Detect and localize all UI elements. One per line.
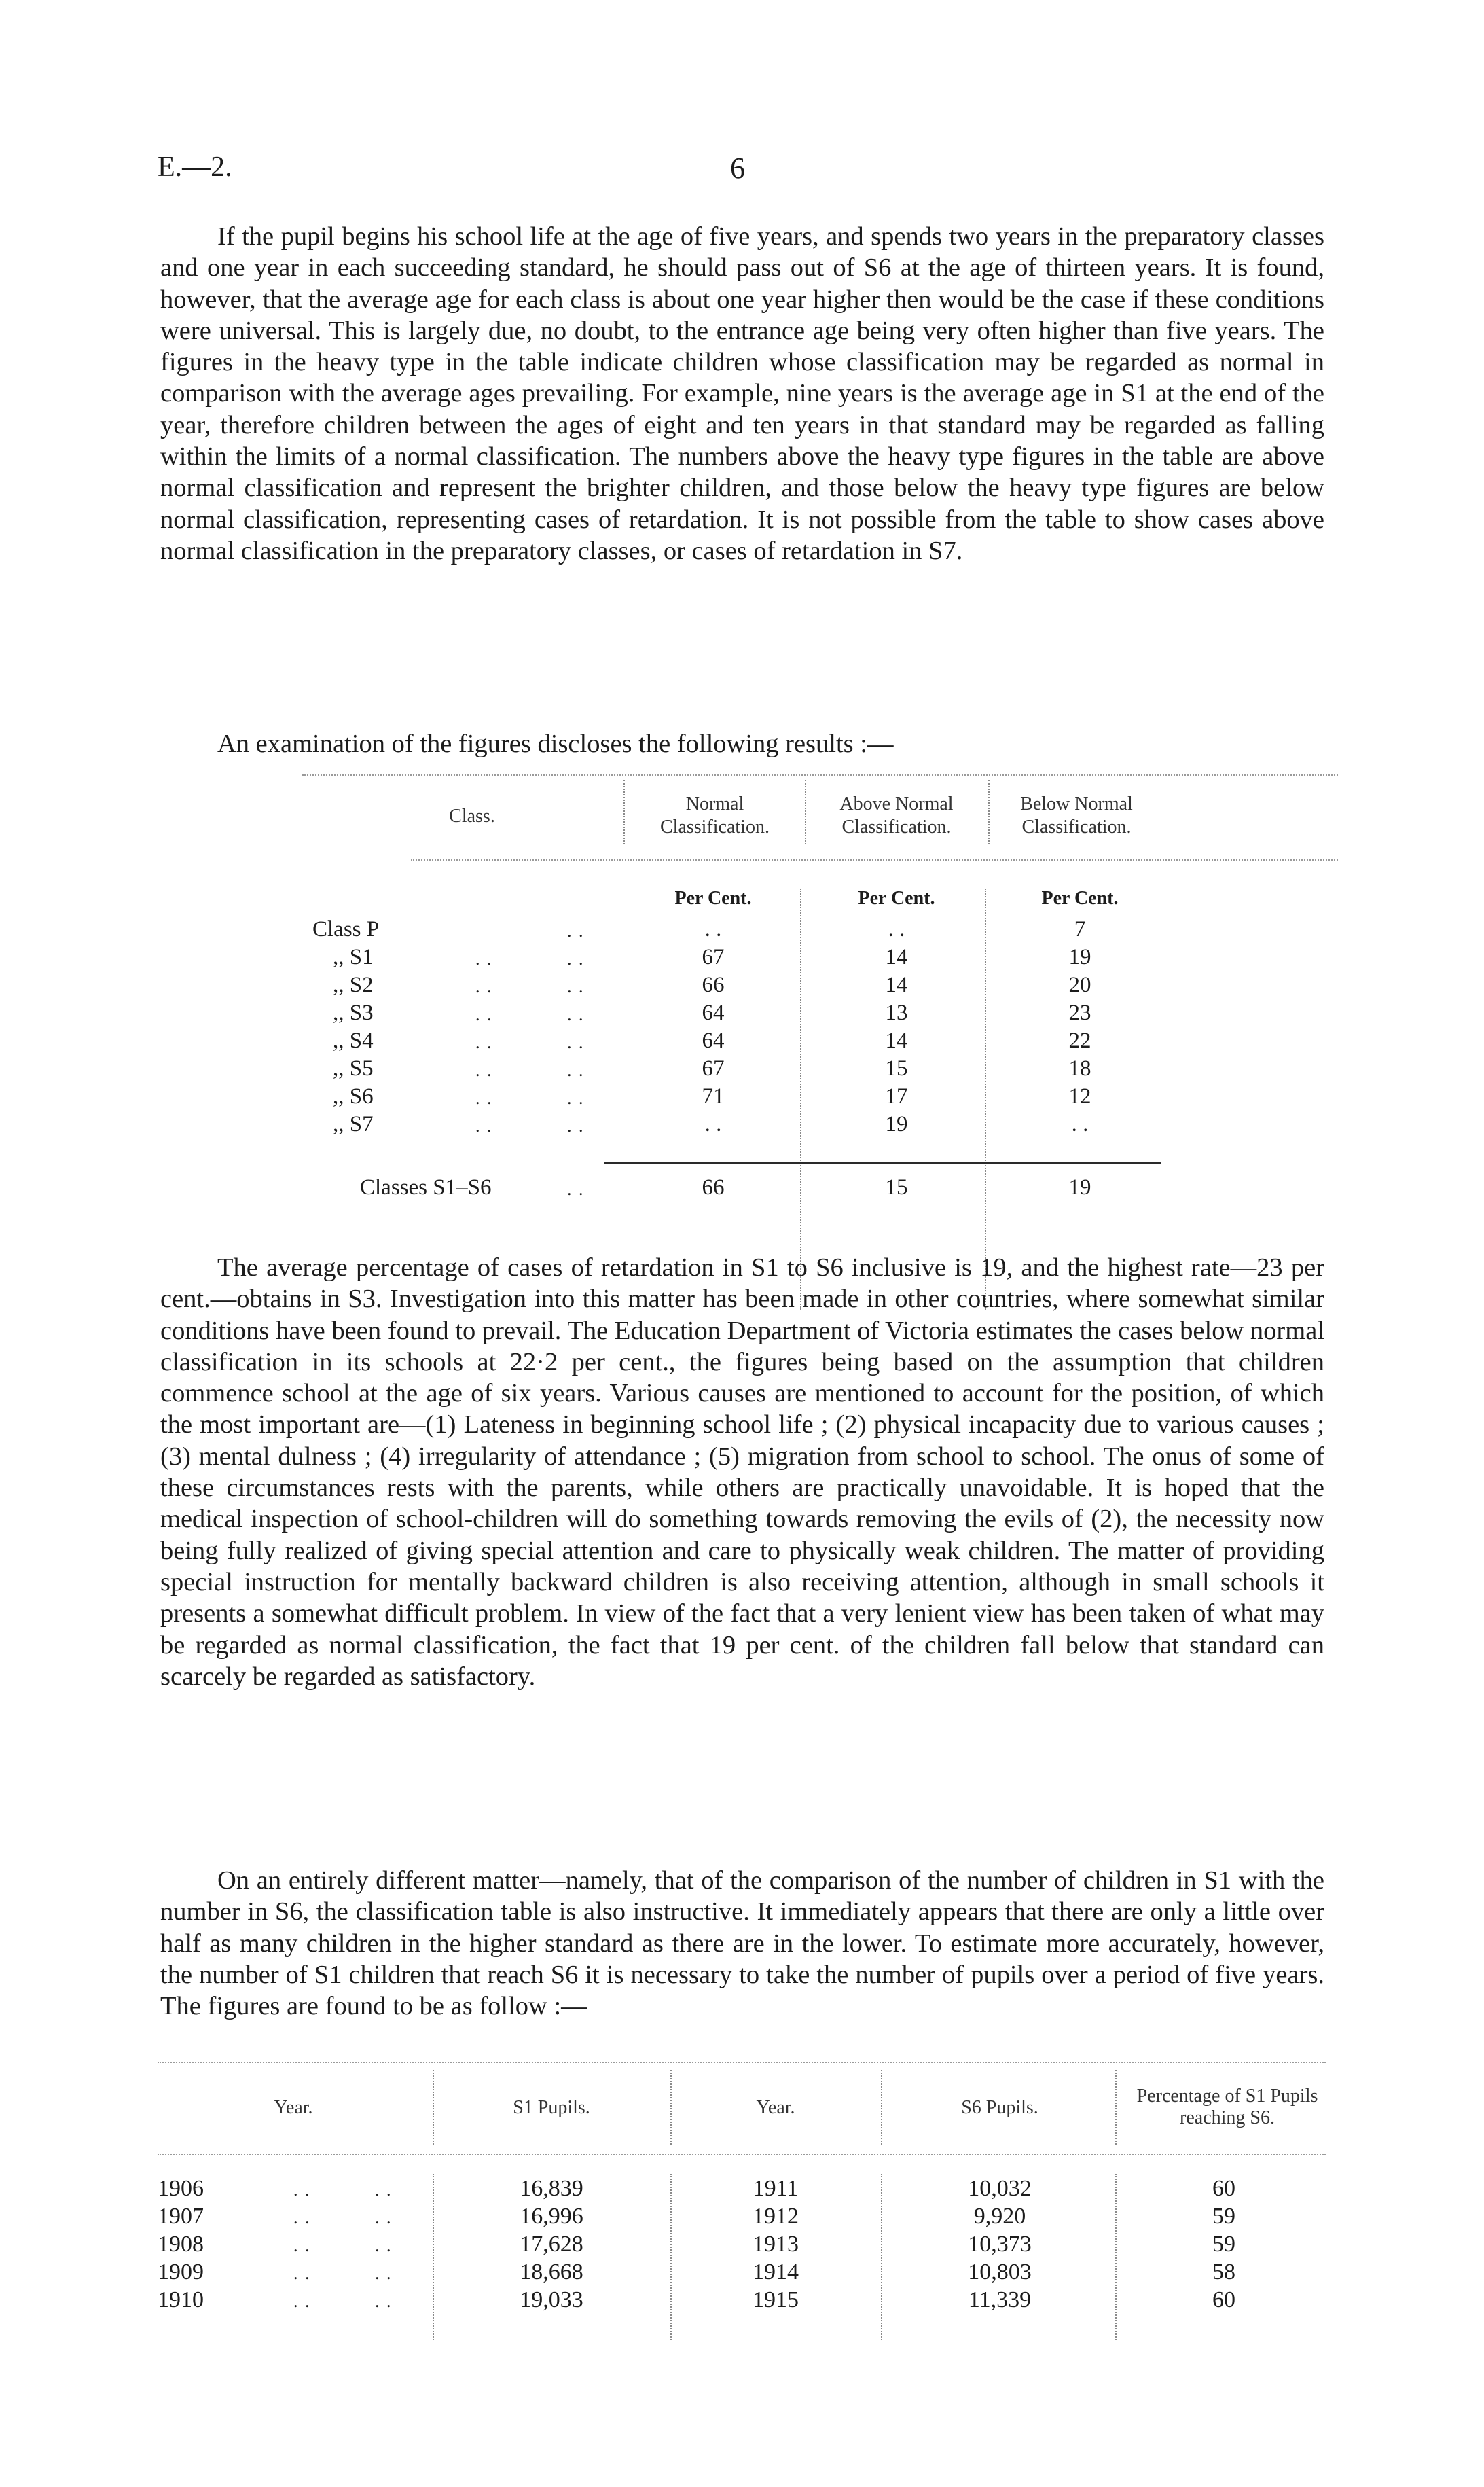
leader-dots: . . — [475, 949, 493, 969]
below-value: 23 — [1068, 1001, 1091, 1025]
percentage-cell: 59 — [1212, 2232, 1235, 2257]
above-value: 14 — [885, 945, 908, 969]
leader-dots: . . — [475, 1060, 493, 1080]
percentage-cell: 58 — [1212, 2259, 1235, 2285]
table-row — [158, 2232, 1326, 2259]
table-row — [302, 945, 1338, 973]
year-cell: 1908 — [158, 2232, 204, 2257]
normal-value: 67 — [702, 1056, 725, 1081]
table-row — [302, 917, 1338, 945]
year-cell: 1910 — [158, 2287, 204, 2312]
s1-pupils-cell: 16,839 — [520, 2176, 583, 2201]
leader-dots: . . — [375, 2180, 393, 2200]
normal-value: . . — [704, 917, 722, 942]
row-label: ,, S5 — [333, 1056, 374, 1081]
year-cell: 1909 — [158, 2259, 204, 2285]
table-row — [302, 973, 1338, 1001]
above-value: 14 — [885, 1028, 908, 1053]
leader-dots: . . — [567, 977, 585, 997]
table-row — [158, 2204, 1326, 2232]
leader-dots: . . — [567, 1116, 585, 1136]
s1-to-s6-table — [158, 2062, 1326, 2347]
column-divider — [881, 2070, 882, 2145]
above-value: 14 — [885, 973, 908, 997]
row-label: ,, S4 — [333, 1028, 374, 1053]
row-label: ,, S2 — [333, 973, 374, 997]
unit-below: Per Cent. — [1041, 888, 1119, 909]
column-divider — [433, 2070, 434, 2145]
leader-dots: . . — [375, 2236, 393, 2255]
header-class: Class. — [449, 806, 495, 827]
normal-value: 71 — [702, 1084, 725, 1109]
s1-pupils-cell: 19,033 — [520, 2287, 583, 2312]
table-row — [158, 2176, 1326, 2204]
below-value: 18 — [1068, 1056, 1091, 1081]
leader-dots: . . — [293, 2180, 311, 2200]
header-s1-pupils: S1 Pupils. — [513, 2097, 590, 2118]
leader-dots: . . — [475, 1088, 493, 1108]
leader-dots: . . — [567, 949, 585, 969]
leader-dots: . . — [475, 1033, 493, 1052]
column-divider — [623, 780, 625, 844]
leader-dots: . . — [475, 1116, 493, 1136]
normal-value: 64 — [702, 1028, 725, 1053]
s1-pupils-cell: 18,668 — [520, 2259, 583, 2285]
header-normal-classification: Normal Classification. — [660, 793, 770, 838]
table-row — [302, 1112, 1338, 1140]
column-divider — [670, 2070, 672, 2145]
document-reference: E.—2. — [158, 151, 232, 183]
above-value: 15 — [885, 1056, 908, 1081]
leader-dots: . . — [475, 977, 493, 997]
year-cell: 1907 — [158, 2204, 204, 2229]
header-year-later: Year. — [756, 2097, 795, 2118]
paragraph-classification-ages: If the pupil begins his school life at the age of five years, and spends two years in the preparatory classes and one year in each succeeding standard, he should pass out of S6 at the age of thirteen years. It is found, however, that the average age for each class is about one year higher then would be the case if these conditions were universal. This is largely due, no doubt, to the entrance age being very often higher than five years. The figures in the heavy type in the table indicate children whose classification may be regarded as normal in comparison with the average ages prevailing. For example, nine years is the average age in S1 at the end of the year, therefore children between the ages of eight and ten years in that standard may be regarded as falling within the limits of a normal classification. The numbers above the heavy type figures in the table are above normal classification and represent the brighter children, and those below the heavy type figures are below normal classification, representing cases of retardation. It is not possible from the table to show cases above normal classification in the preparatory classes, or cases of retardation in S7. — [160, 222, 1324, 565]
row-label: Class P — [312, 917, 380, 942]
percentage-cell: 59 — [1212, 2204, 1235, 2229]
later-year-cell: 1911 — [753, 2176, 799, 2201]
paragraph-s1-s6-comparison: On an entirely different matter—namely, that of the comparison of the number of children in S1 with the number in S6, the classification table is also instructive. It immediately appears that there are only a little over half as many children in the higher standard as there are in the lower. To estimate more accurately, however, the number of S1 children that reach S6 it is necessary to take the number of pupils over a period of five years. The figures are found to be as follow :— — [160, 1866, 1324, 2021]
total-rule — [604, 1162, 1161, 1164]
table-row — [302, 1001, 1338, 1028]
above-value: 19 — [885, 1112, 908, 1137]
below-value: 19 — [1068, 945, 1091, 969]
leader-dots: . . — [293, 2291, 311, 2311]
leader-dots: . . — [567, 921, 585, 941]
s6-pupils-cell: 10,373 — [968, 2232, 1032, 2257]
header-above-normal-classification: Above Normal Classification. — [839, 793, 954, 838]
header-rule — [158, 2154, 1326, 2155]
leader-dots: . . — [375, 2208, 393, 2227]
header-rule — [411, 859, 1338, 861]
below-value: 7 — [1074, 917, 1086, 942]
s1-pupils-cell: 17,628 — [520, 2232, 583, 2257]
row-label: ,, S6 — [333, 1084, 374, 1109]
leader-dots: . . — [375, 2264, 393, 2283]
normal-value: 64 — [702, 1001, 725, 1025]
later-year-cell: 1915 — [753, 2287, 799, 2312]
above-value: 17 — [885, 1084, 908, 1109]
later-year-cell: 1912 — [753, 2204, 799, 2229]
leader-dots: . . — [567, 1088, 585, 1108]
leader-dots: . . — [567, 1005, 585, 1024]
leader-dots: . . — [567, 1179, 585, 1199]
table-row — [302, 1056, 1338, 1084]
unit-normal: Per Cent. — [674, 888, 752, 909]
later-year-cell: 1913 — [753, 2232, 799, 2257]
page-number: 6 — [730, 151, 745, 185]
table-row — [302, 1084, 1338, 1112]
s6-pupils-cell: 11,339 — [968, 2287, 1032, 2312]
normal-value: 67 — [702, 945, 725, 969]
table-row — [302, 1028, 1338, 1056]
year-cell: 1906 — [158, 2176, 204, 2201]
header-year: Year. — [274, 2097, 313, 2118]
below-value: . . — [1071, 1112, 1089, 1137]
paragraph-retardation: The average percentage of cases of retardation in S1 to S6 inclusive is 19, and the highest rate—23 per cent.—obtains in S3. Investigation into this matter has been made in other countries, where somewhat similar conditions have been found to prevail. The Education Department of Victoria estimates the cases below normal classification in its schools at 22·2 per cent., the figures being based on the assumption that children commence school at the age of six years. Various causes are mentioned to account for the position, of which the most important are—(1) Lateness in beginning school life ; (2) physical incapacity due to various causes ; (3) mental dulness ; (4) irregularity of attendance ; (5) migration from school to school. The onus of some of these circumstances rests with the parents, while others are practically unavoidable. It is hoped that the medical inspection of school-children will do something towards removing the evils of (2), the necessity now being fully realized of giving special attention and care to physically weak children. The matter of providing special instruction for mentally backward children is also receiving attention, although in small schools it presents a somewhat difficult problem. In view of the fact that a very lenient view has been taken of what may be regarded as normal classification, the fact that 19 per cent. of the children fall below that standard can scarcely be regarded as satisfactory. — [160, 1253, 1324, 1691]
below-value: 20 — [1068, 973, 1091, 997]
column-divider — [1115, 2070, 1117, 2145]
percentage-cell: 60 — [1212, 2176, 1235, 2201]
below-value: 22 — [1068, 1028, 1091, 1053]
header-s6-pupils: S6 Pupils. — [961, 2097, 1038, 2118]
s6-pupils-cell: 10,032 — [968, 2176, 1032, 2201]
header-percentage-reaching-s6: Percentage of S1 Pupils reaching S6. — [1136, 2086, 1318, 2128]
leader-dots: . . — [375, 2291, 393, 2311]
leader-dots: . . — [293, 2208, 311, 2227]
leader-dots: . . — [293, 2264, 311, 2283]
row-label: ,, S3 — [333, 1001, 374, 1025]
total-label: Classes S1–S6 — [360, 1175, 492, 1200]
unit-above: Per Cent. — [858, 888, 935, 909]
percentage-cell: 60 — [1212, 2287, 1235, 2312]
leader-dots: . . — [567, 1033, 585, 1052]
table-row — [158, 2287, 1326, 2315]
column-divider — [988, 780, 990, 844]
s6-pupils-cell: 9,920 — [973, 2204, 1026, 2229]
paragraph-examination-intro: An examination of the figures discloses the following results :— — [217, 730, 894, 758]
later-year-cell: 1914 — [753, 2259, 799, 2285]
row-label: ,, S7 — [333, 1112, 374, 1137]
total-below: 19 — [1068, 1175, 1091, 1200]
header-below-normal-classification: Below Normal Classification. — [1020, 793, 1133, 838]
row-label: ,, S1 — [333, 945, 374, 969]
total-normal: 66 — [702, 1175, 725, 1200]
leader-dots: . . — [475, 1005, 493, 1024]
column-divider — [805, 780, 806, 844]
table-top-rule — [302, 774, 1338, 776]
leader-dots: . . — [293, 2236, 311, 2255]
table-total-row — [302, 1175, 1338, 1203]
s6-pupils-cell: 10,803 — [968, 2259, 1032, 2285]
table-row — [158, 2259, 1326, 2287]
classification-table — [302, 774, 1338, 1243]
above-value: . . — [888, 917, 905, 942]
normal-value: . . — [704, 1112, 722, 1137]
s1-pupils-cell: 16,996 — [520, 2204, 583, 2229]
normal-value: 66 — [702, 973, 725, 997]
below-value: 12 — [1068, 1084, 1091, 1109]
leader-dots: . . — [567, 1060, 585, 1080]
total-above: 15 — [885, 1175, 908, 1200]
above-value: 13 — [885, 1001, 908, 1025]
table-top-rule — [158, 2062, 1326, 2063]
